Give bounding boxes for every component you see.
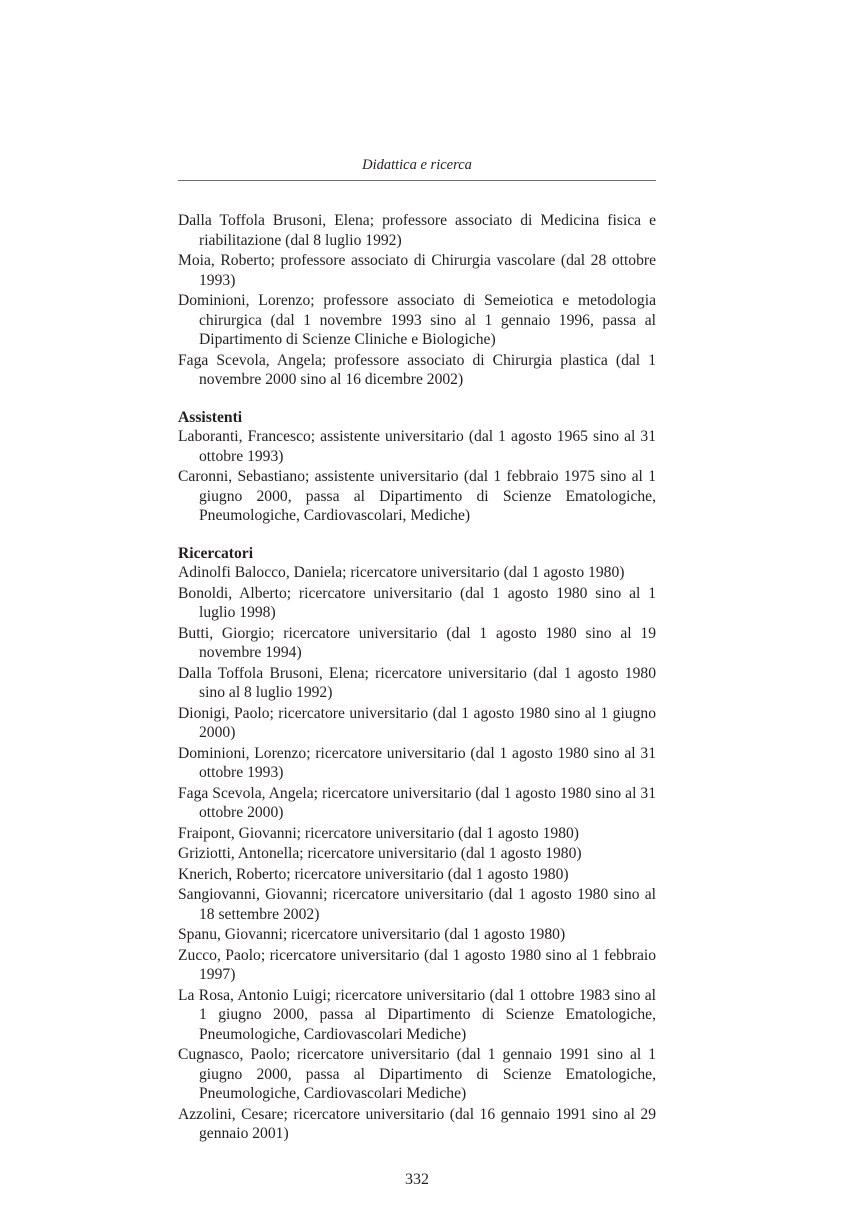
list-item: Dominioni, Lorenzo; ricercatore universitario (dal 1 agosto 1980 sino al 31 ottobre 1993) (178, 744, 656, 781)
list-item: Adinolfi Balocco, Daniela; ricercatore universitario (dal 1 agosto 1980) (178, 564, 625, 581)
list-item: Fraipont, Giovanni; ricercatore universitario (dal 1 agosto 1980) (178, 824, 579, 842)
header-rule (178, 180, 656, 181)
list-item: Dominioni, Lorenzo; professore associato di Semeiotica e metodologia chirurgica (dal 1 novembre 1993 sino al 1 gennaio 1996, passa al Dipartimento di Scienze Cliniche e Biologiche) (178, 292, 656, 348)
list-item: Dalla Toffola Brusoni, Elena; professore associato di Medicina fisica e riabilitazione (dal 8 luglio 1992) (178, 212, 656, 249)
list-item: Faga Scevola, Angela; professore associato di Chirurgia plastica (dal 1 novembre 2000 sino al 16 dicembre 2002) (178, 351, 656, 388)
list-item: Knerich, Roberto; ricercatore universitario (dal 1 agosto 1980) (178, 865, 569, 883)
page-content (178, 211, 656, 1144)
list-item: Cugnasco, Paolo; ricercatore universitario (dal 1 gennaio 1991 sino al 1 giugno 2000, passa al Dipartimento di Scienze Ematologiche, Pneumologiche, Cardiovascolari Mediche) (178, 1046, 656, 1102)
list-item: Moia, Roberto; professore associato di Chirurgia vascolare (dal 28 ottobre 1993) (178, 252, 656, 289)
list-item: Spanu, Giovanni; ricercatore universitario (dal 1 agosto 1980) (178, 926, 566, 943)
list-item: Zucco, Paolo; ricercatore universitario (dal 1 agosto 1980 sino al 1 febbraio 1997) (178, 946, 656, 983)
list-item: Azzolini, Cesare; ricercatore universitario (dal 16 gennaio 1991 sino al 29 gennaio 2001) (178, 1105, 656, 1142)
page-number: 332 (405, 1170, 429, 1188)
section-title: Ricercatori (178, 544, 254, 562)
list-item: Griziotti, Antonella; ricercatore universitario (dal 1 agosto 1980) (178, 845, 582, 862)
list-item: Caronni, Sebastiano; assistente universitario (dal 1 febbraio 1975 sino al 1 giugno 2000, passa al Dipartimento di Scienze Ematologiche, Pneumologiche, Cardiovascolari, Mediche) (178, 468, 656, 524)
list-item: La Rosa, Antonio Luigi; ricercatore universitario (dal 1 ottobre 1983 sino al 1 giugno 2000, passa al Dipartimento di Scienze Ematologiche, Pneumologiche, Cardiovascolari Mediche) (178, 986, 656, 1043)
section-assistenti (178, 408, 656, 526)
list-item: Bonoldi, Alberto; ricercatore universitario (dal 1 agosto 1980 sino al 1 luglio 1998) (178, 584, 656, 621)
intro-list (178, 211, 656, 390)
running-head: Didattica e ricerca (362, 157, 472, 173)
list-item: Dalla Toffola Brusoni, Elena; ricercatore universitario (dal 1 agosto 1980 sino al 8 luglio 1992) (178, 664, 656, 701)
list-item: Faga Scevola, Angela; ricercatore universitario (dal 1 agosto 1980 sino al 31 ottobre 2000) (178, 784, 656, 821)
section-ricercatori (178, 544, 656, 1144)
page (178, 0, 656, 1230)
list-item: Butti, Giorgio; ricercatore universitario (dal 1 agosto 1980 sino al 19 novembre 1994) (178, 624, 656, 661)
list-item: Laboranti, Francesco; assistente universitario (dal 1 agosto 1965 sino al 31 ottobre 1993) (178, 428, 656, 465)
list-item: Dionigi, Paolo; ricercatore universitario (dal 1 agosto 1980 sino al 1 giugno 2000) (178, 704, 656, 741)
list-item: Sangiovanni, Giovanni; ricercatore universitario (dal 1 agosto 1980 sino al 18 settembre 2002) (178, 886, 656, 923)
section-title: Assistenti (178, 408, 243, 426)
